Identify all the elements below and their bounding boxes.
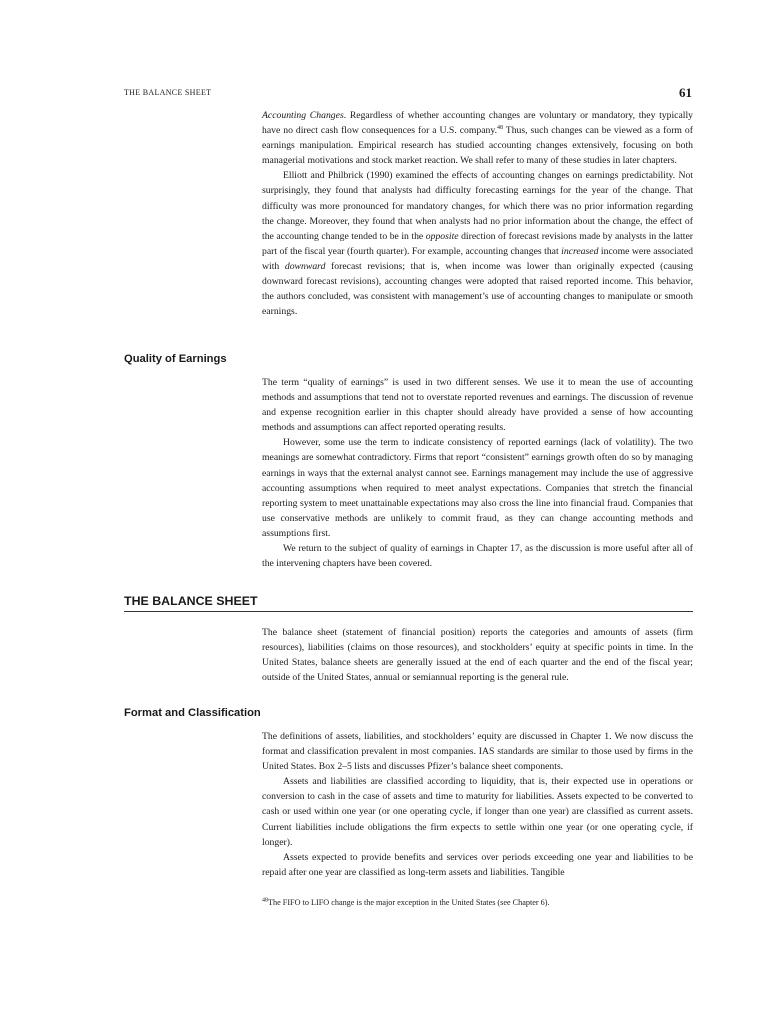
- format-classification-heading: Format and Classification: [124, 707, 261, 719]
- accounting-changes-paragraph: Accounting Changes. Regardless of whether accounting changes are voluntary or mandatory, they typically have no direct cash flow consequences for a U.S. company.$^{48}$ Thus, such changes can be viewed as a form of earnings manipulation. Empirical research has studied accounting changes extensively, focusing on both managerial motivations and stock market reaction. We shall refer to many of these studies in later chapters.: [262, 110, 693, 167]
- balance-sheet-heading: THE BALANCE SHEET: [124, 594, 258, 608]
- body-paragraph: The balance sheet (statement of financial position) reports the categories and amounts of assets (firm resources), liabilities (claims on those resources), and stockholders’ equity at specific points in time. In the United States, balance sheets are generally issued at the end of each quarter and the end of the fiscal year; outside of the United States, annual or semiannual reporting is the general rule.: [262, 627, 693, 684]
- body-paragraph: However, some use the term to indicate consistency of reported earnings (lack of volatility). The two meanings are somewhat contradictory. Firms that report “consistent” earnings growth often do so by managing earnings in ways that the external analyst cannot see. Earnings management may include the use of aggressive accounting assumptions when required to meet analyst expectations. Companies that stretch the financial reporting system to meet unattainable expectations may also cross the line into financial fraud. Companies that use conservative methods are unlikely to commit fraud, as they can change accounting methods and assumptions first.: [262, 437, 693, 539]
- footnote-marker: 48: [262, 897, 268, 904]
- footnote-reference: 48: [497, 124, 503, 131]
- intro-section: [262, 108, 693, 319]
- quality-of-earnings-heading: Quality of Earnings: [124, 353, 227, 365]
- footnote-text: The FIFO to LIFO change is the major exception in the United States (see Chapter 6).: [268, 898, 550, 907]
- running-title: THE BALANCE SHEET: [124, 88, 212, 97]
- format-section: [262, 729, 693, 880]
- body-paragraph: We return to the subject of quality of earnings in Chapter 17, as the discussion is more useful after all of the intervening chapters have been covered.: [262, 543, 693, 570]
- body-paragraph: The definitions of assets, liabilities, and stockholders’ equity are discussed in Chapter 1. We now discuss the format and classification prevalent in most companies. IAS standards are similar to those used by firms in the United States. Box 2–5 lists and discusses Pfizer’s balance sheet components.: [262, 731, 693, 773]
- quality-section: [262, 375, 693, 571]
- footnote: [262, 897, 693, 908]
- body-paragraph: The term “quality of earnings” is used in two different senses. We use it to mean the use of accounting methods and assumptions that tend not to overstate reported revenues and earnings. The discussion of revenue and expense recognition earlier in this chapter should already have provided a sense of how accounting methods and assumptions can affect reported operating results.: [262, 377, 693, 434]
- page-number: 61: [679, 85, 692, 100]
- balance-sheet-section: [262, 625, 693, 685]
- elliott-philbrick-paragraph: Elliott and Philbrick (1990) examined the effects of accounting changes on earnings predictability. Not surprisingly, they found that analysts had difficulty forecasting earnings for the year of the change. That difficulty was more pronounced for mandatory changes, for which there was no prior information regarding the change. Moreover, they found that when analysts had no prior information about the change, the effect of the accounting change tended to be in the opposite direction of forecast revisions made by analysts in the latter part of the fiscal year (fourth quarter). For example, accounting changes that increased income were associated with downward forecast revisions; that is, when income was lower than originally expected (causing downward forecast revisions), accounting changes were adopted that raised reported income. This behavior, the authors concluded, was consistent with management’s use of accounting changes to manipulate or smooth earnings.: [262, 170, 694, 318]
- body-paragraph: Assets expected to provide benefits and services over periods exceeding one year and liabilities to be repaid after one year are classified as long-term assets and liabilities. Tangible: [262, 851, 693, 878]
- body-paragraph: Assets and liabilities are classified according to liquidity, that is, their expected use in operations or conversion to cash in the case of assets and time to maturity for liabilities. Assets expected to be converted to cash or used within one year (or one operating cycle, if longer than one year) are classified as current assets. Current liabilities include obligations the firm expects to settle within one year (or one operating cycle, if longer).: [262, 776, 693, 848]
- run-in-heading: Accounting Changes: [262, 110, 344, 121]
- section-rule: [124, 611, 693, 612]
- running-head: [124, 85, 696, 102]
